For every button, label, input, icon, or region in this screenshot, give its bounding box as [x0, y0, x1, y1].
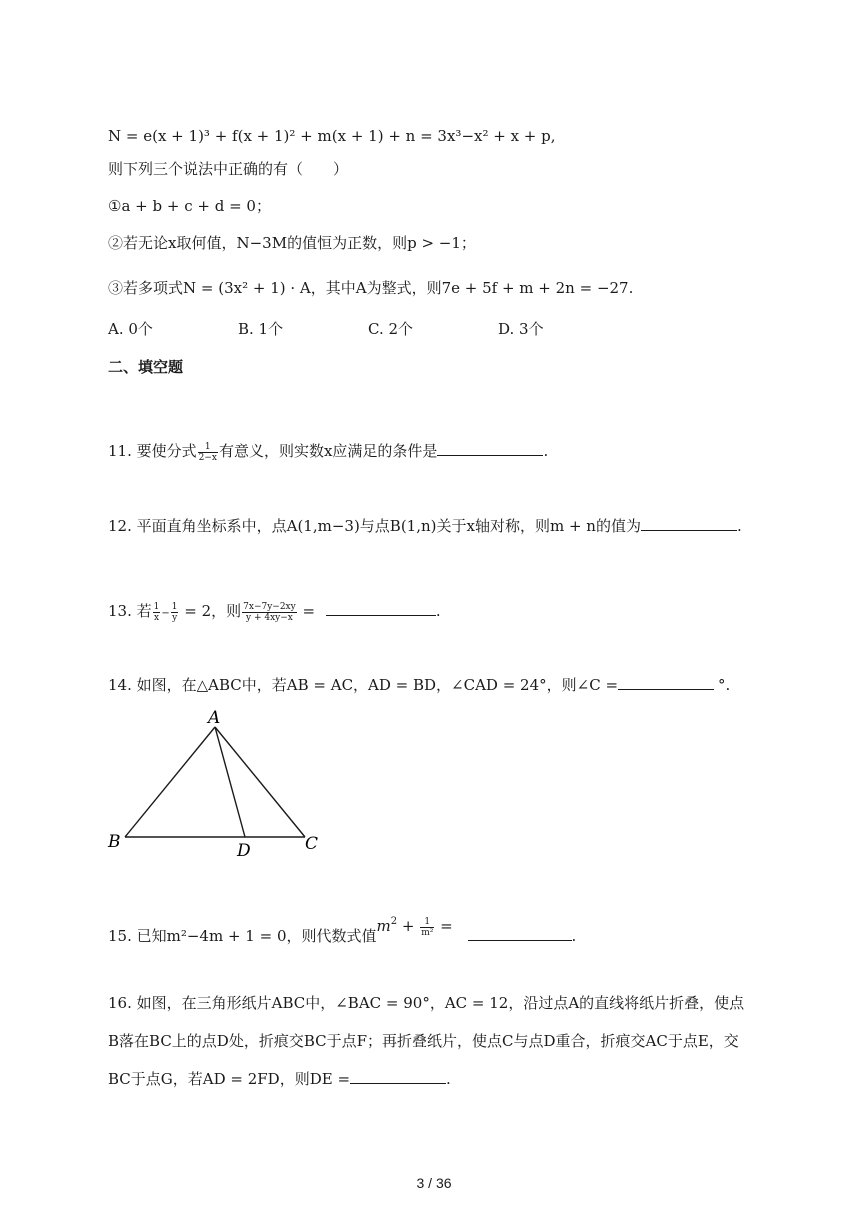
triangle-figure	[100, 705, 330, 865]
question-12-text: 12. 平面直角坐标系中，点A(1,m−3)与点B(1,n)关于x轴对称，则m + n的值为	[108, 517, 641, 535]
statement-1-text: a + b + c + d = 0；	[121, 197, 271, 215]
equation-N: N = e(x + 1)³ + f(x + 1)² + m(x + 1) + n = 3x³−x² + x + p,	[108, 127, 556, 145]
question-15-end: .	[571, 927, 577, 945]
fraction-numerator: 1	[153, 601, 160, 612]
question-15-text: 15. 已知m²−4m + 1 = 0，则代数式值	[108, 927, 377, 945]
line-ad	[215, 727, 245, 837]
question-14-end: °.	[718, 676, 731, 694]
question-16-line2: B落在BC上的点D处，折痕交BC于点F；再折叠纸片，使点C与点D重合，折痕交AC于点E，交	[108, 1032, 739, 1050]
question-11-end: .	[543, 442, 549, 460]
fraction	[420, 917, 434, 938]
fraction	[198, 442, 218, 463]
question-12-end: .	[736, 517, 742, 535]
option-b: B. 1个	[238, 320, 284, 338]
fraction-numerator: 1	[171, 601, 178, 612]
statement-2-mark: ②	[108, 234, 124, 252]
minus-sign: −	[161, 608, 170, 619]
answer-blank[interactable]	[618, 675, 714, 690]
expr-m	[377, 917, 398, 935]
fraction	[153, 602, 161, 623]
section-title: 二、填空题	[108, 358, 184, 376]
question-11-text: 有意义，则实数x应满足的条件是	[218, 442, 438, 460]
question-13-end: .	[435, 602, 441, 620]
fraction-denominator: m²	[421, 927, 434, 938]
fraction-denominator: y + 4xy−x	[246, 612, 293, 623]
fraction-numerator: 7x−7y−2xy	[243, 601, 296, 612]
answer-blank[interactable]	[468, 926, 572, 941]
statement-3-text: 若多项式N = (3x² + 1) · A，其中A为整式，则7e + 5f + m + 2n = −27.	[123, 279, 634, 297]
question-14	[108, 675, 730, 695]
fraction-numerator: 1	[198, 442, 218, 453]
equals-sign: =	[297, 602, 316, 620]
fraction-denominator: x	[153, 612, 160, 623]
fraction-numerator: 1	[420, 917, 434, 928]
question-15	[108, 916, 577, 948]
line-ac	[215, 727, 305, 837]
expr-m-text: m	[376, 917, 391, 935]
fraction	[171, 602, 179, 623]
question-14-text: 14. 如图，在△ABC中，若AB = AC，AD = BD，∠CAD = 24°，则∠C =	[108, 676, 619, 694]
statement-3-mark: ③	[108, 279, 124, 297]
option-c: C. 2个	[368, 320, 414, 338]
question-11-prefix: 11. 要使分式	[108, 442, 197, 460]
statement-2	[108, 233, 476, 253]
answer-blank[interactable]	[326, 601, 436, 616]
equals-two: = 2，则	[179, 602, 242, 620]
fraction-denominator: y	[172, 612, 178, 623]
fraction-denominator: 2−x	[198, 452, 217, 463]
question-16-text: BC于点G，若AD = 2FD，则DE =	[108, 1070, 351, 1088]
exponent: 2	[390, 916, 398, 927]
statement-2-text: 若无论x取何值，N−3M的值恒为正数，则p > −1；	[123, 234, 476, 252]
option-d: D. 3个	[498, 320, 544, 338]
question-16-end: .	[446, 1070, 451, 1088]
question-12	[108, 516, 742, 536]
fraction	[242, 602, 297, 623]
question-11	[108, 441, 548, 463]
statement-1	[108, 196, 271, 216]
line-ab	[125, 727, 215, 837]
plus-sign: +	[397, 917, 420, 935]
statement-3	[108, 278, 633, 298]
label-c: C	[305, 834, 319, 854]
question-16-line1: 16. 如图，在三角形纸片ABC中，∠BAC = 90°，AC = 12，沿过点A的直线将纸片折叠，使点	[108, 994, 745, 1012]
question-10-stem: 则下列三个说法中正确的有（ ）	[108, 160, 349, 178]
question-13-prefix: 13. 若	[108, 602, 152, 620]
statement-1-mark: ①	[108, 197, 122, 215]
question-13	[108, 601, 441, 624]
equals-sign: =	[435, 917, 453, 935]
answer-blank[interactable]	[641, 516, 737, 531]
question-16-line3	[108, 1069, 451, 1089]
answer-blank[interactable]	[437, 441, 543, 456]
page-number: 3 / 36	[416, 1175, 452, 1191]
label-a: A	[208, 708, 221, 728]
option-a: A. 0个	[108, 320, 153, 338]
label-b: B	[108, 832, 121, 852]
answer-blank[interactable]	[350, 1069, 446, 1084]
label-d: D	[237, 841, 251, 861]
